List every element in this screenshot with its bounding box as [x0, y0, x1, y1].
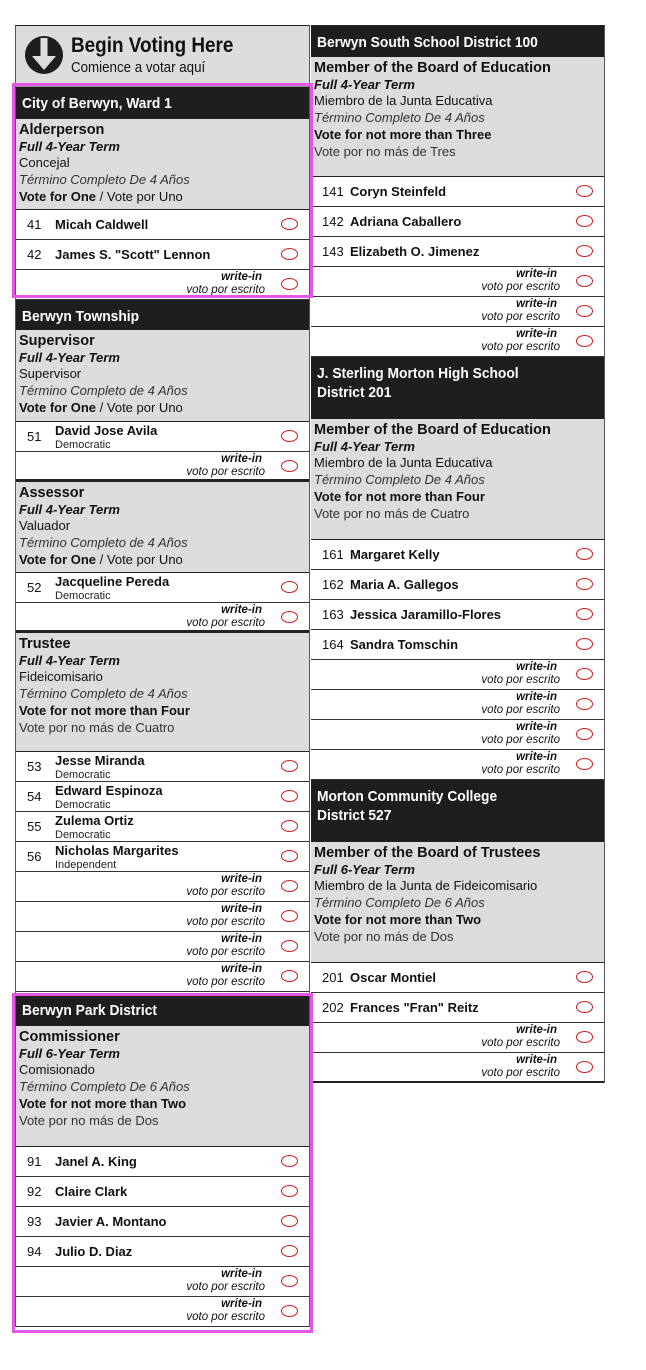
- vote-oval[interactable]: [576, 638, 593, 650]
- write-in-row[interactable]: write-in voto por escrito: [16, 872, 309, 902]
- candidate-row[interactable]: 55 Zulema Ortiz Democratic: [16, 812, 309, 842]
- begin-voting-banner: [16, 26, 309, 87]
- vote-oval[interactable]: [281, 760, 298, 772]
- write-in-row[interactable]: write-in voto por escrito: [311, 267, 604, 297]
- write-in-row[interactable]: write-in voto por escrito: [16, 452, 309, 482]
- candidate-row[interactable]: 92 Claire Clark: [16, 1177, 309, 1207]
- vote-oval[interactable]: [576, 668, 593, 680]
- office-supervisor: Supervisor Full 4-Year Term Supervisor Término Completo de 4 Años Vote for One / Vote por Uno: [16, 330, 309, 422]
- write-in-row[interactable]: write-in voto por escrito: [16, 902, 309, 932]
- vote-oval[interactable]: [281, 880, 298, 892]
- vote-oval[interactable]: [281, 611, 298, 623]
- party-label: Democratic: [55, 590, 111, 602]
- office-alderperson: [16, 119, 309, 210]
- party-label: Democratic: [55, 829, 111, 841]
- office-title: Alderperson: [19, 122, 105, 138]
- candidate-name: James S. "Scott" Lennon: [55, 247, 211, 262]
- vote-oval[interactable]: [576, 185, 593, 197]
- candidate-row[interactable]: 142 Adriana Caballero: [311, 207, 604, 237]
- candidate-row[interactable]: 164 Sandra Tomschin: [311, 630, 604, 660]
- begin-subtitle: Comience a votar aquí: [71, 60, 206, 76]
- vote-oval[interactable]: [281, 820, 298, 832]
- write-in-row[interactable]: write-in voto por escrito: [16, 962, 309, 992]
- down-arrow-icon: [24, 35, 64, 75]
- candidate-row[interactable]: 161 Margaret Kelly: [311, 540, 604, 570]
- vote-oval[interactable]: [576, 758, 593, 770]
- begin-title: Begin Voting Here: [71, 34, 234, 57]
- candidate-row[interactable]: 94 Julio D. Diaz: [16, 1237, 309, 1267]
- vote-oval[interactable]: [576, 548, 593, 560]
- vote-oval[interactable]: [281, 278, 298, 290]
- vote-oval[interactable]: [281, 1245, 298, 1257]
- party-label: Democratic: [55, 799, 111, 811]
- party-label: Democratic: [55, 769, 111, 781]
- vote-oval[interactable]: [576, 971, 593, 983]
- office-trustee: Trustee Full 4-Year Term Fideicomisario Término Completo de 4 Años Vote for not more than Four Vote por no más de Cuatro: [16, 633, 309, 752]
- vote-oval[interactable]: [281, 850, 298, 862]
- write-in-row[interactable]: write-in voto por escrito: [311, 750, 604, 780]
- party-label: Independent: [55, 859, 117, 871]
- section-header-park: Berwyn Park District: [16, 994, 309, 1026]
- office-assessor: Assessor Full 4-Year Term Valuador Término Completo de 4 Años Vote for One / Vote por Uno: [16, 482, 309, 573]
- candidate-row[interactable]: 201 Oscar Montiel: [311, 963, 604, 993]
- section-header-morton-cc: Morton Community College District 527: [311, 780, 604, 842]
- right-column: [311, 25, 605, 1083]
- candidate-row[interactable]: 52 Jacqueline Pereda Democratic: [16, 573, 309, 603]
- vote-oval[interactable]: [576, 1001, 593, 1013]
- vote-oval[interactable]: [576, 698, 593, 710]
- left-column: [15, 25, 310, 1327]
- section-header-morton-hs: J. Sterling Morton High School District 201: [311, 357, 604, 419]
- candidate-row[interactable]: 93 Javier A. Montano: [16, 1207, 309, 1237]
- vote-oval[interactable]: [576, 578, 593, 590]
- vote-oval[interactable]: [281, 940, 298, 952]
- vote-oval[interactable]: [281, 910, 298, 922]
- candidate-row[interactable]: 163 Jessica Jaramillo-Flores: [311, 600, 604, 630]
- write-in-row[interactable]: write-in voto por escrito: [16, 603, 309, 633]
- candidate-row[interactable]: 51 David Jose Avila Democratic: [16, 422, 309, 452]
- vote-oval[interactable]: [281, 1215, 298, 1227]
- write-in-row[interactable]: write-in voto por escrito: [311, 297, 604, 327]
- vote-oval[interactable]: [281, 218, 298, 230]
- candidate-row[interactable]: 141 Coryn Steinfeld: [311, 177, 604, 207]
- write-in-row[interactable]: write-in voto por escrito: [311, 1023, 604, 1053]
- write-in-row[interactable]: write-in voto por escrito: [311, 660, 604, 690]
- party-label: Democratic: [55, 439, 111, 451]
- candidate-row[interactable]: 54 Edward Espinoza Democratic: [16, 782, 309, 812]
- vote-oval[interactable]: [281, 248, 298, 260]
- write-in-row[interactable]: write-in voto por escrito: [16, 1267, 309, 1297]
- vote-oval[interactable]: [576, 245, 593, 257]
- office-term: Full 4-Year Term: [19, 139, 120, 154]
- vote-oval[interactable]: [576, 1031, 593, 1043]
- office-board-education-100: Member of the Board of Education Full 4-Year Term Miembro de la Junta Educativa Término Completo De 4 Años Vote for not more than Three Vote por no más de Tres: [311, 57, 604, 177]
- vote-oval[interactable]: [281, 970, 298, 982]
- candidate-row[interactable]: 202 Frances "Fran" Reitz: [311, 993, 604, 1023]
- candidate-row[interactable]: 53 Jesse Miranda Democratic: [16, 752, 309, 782]
- candidate-name: Micah Caldwell: [55, 217, 149, 232]
- candidate-row[interactable]: 143 Elizabeth O. Jimenez: [311, 237, 604, 267]
- write-in-row[interactable]: write-in voto por escrito: [311, 720, 604, 750]
- candidate-row[interactable]: 42 James S. "Scott" Lennon: [16, 240, 309, 270]
- office-board-education-201: Member of the Board of Education Full 4-Year Term Miembro de la Junta Educativa Término Completo De 4 Años Vote for not more than Four Vote por no más de Cuatro: [311, 419, 604, 540]
- office-term-es: Término Completo De 4 Años: [19, 172, 190, 187]
- write-in-row[interactable]: write-in voto por escrito: [311, 327, 604, 357]
- vote-oval[interactable]: [281, 1155, 298, 1167]
- write-in-row[interactable]: write-in voto por escrito: [311, 690, 604, 720]
- vote-oval[interactable]: [281, 1305, 298, 1317]
- office-title-es: Concejal: [19, 155, 70, 170]
- write-in-row[interactable]: write-in voto por escrito: [16, 1297, 309, 1327]
- section-header-berwyn-south: Berwyn South School District 100: [311, 26, 604, 57]
- candidate-row[interactable]: 162 Maria A. Gallegos: [311, 570, 604, 600]
- office-board-trustees-527: Member of the Board of Trustees Full 6-Year Term Miembro de la Junta de Fideicomisario Término Completo De 6 Años Vote for not more than Two Vote por no más de Dos: [311, 842, 604, 963]
- vote-oval[interactable]: [576, 608, 593, 620]
- vote-oval[interactable]: [281, 430, 298, 442]
- vote-oval[interactable]: [576, 305, 593, 317]
- vote-oval[interactable]: [281, 460, 298, 472]
- vote-oval[interactable]: [576, 215, 593, 227]
- section-header-ward: City of Berwyn, Ward 1: [16, 87, 309, 119]
- candidate-row[interactable]: 41 Micah Caldwell: [16, 210, 309, 240]
- vote-oval[interactable]: [281, 581, 298, 593]
- vote-oval[interactable]: [576, 275, 593, 287]
- write-in-row[interactable]: write-in voto por escrito: [311, 1053, 604, 1083]
- candidate-row[interactable]: 91 Janel A. King: [16, 1147, 309, 1177]
- vote-oval[interactable]: [281, 1185, 298, 1197]
- vote-instruction: Vote for One / Vote por Uno: [19, 189, 183, 204]
- vote-oval[interactable]: [281, 1275, 298, 1287]
- vote-oval[interactable]: [576, 728, 593, 740]
- candidate-row[interactable]: 56 Nicholas Margarites Independent: [16, 842, 309, 872]
- office-commissioner: Commissioner Full 6-Year Term Comisionado Término Completo De 6 Años Vote for not more than Two Vote por no más de Dos: [16, 1026, 309, 1147]
- section-header-township: Berwyn Township: [16, 300, 309, 330]
- vote-oval[interactable]: [576, 1061, 593, 1073]
- write-in-row[interactable]: write-in voto por escrito: [16, 932, 309, 962]
- write-in-row[interactable]: write-in voto por escrito: [16, 270, 309, 300]
- vote-oval[interactable]: [281, 790, 298, 802]
- vote-oval[interactable]: [576, 335, 593, 347]
